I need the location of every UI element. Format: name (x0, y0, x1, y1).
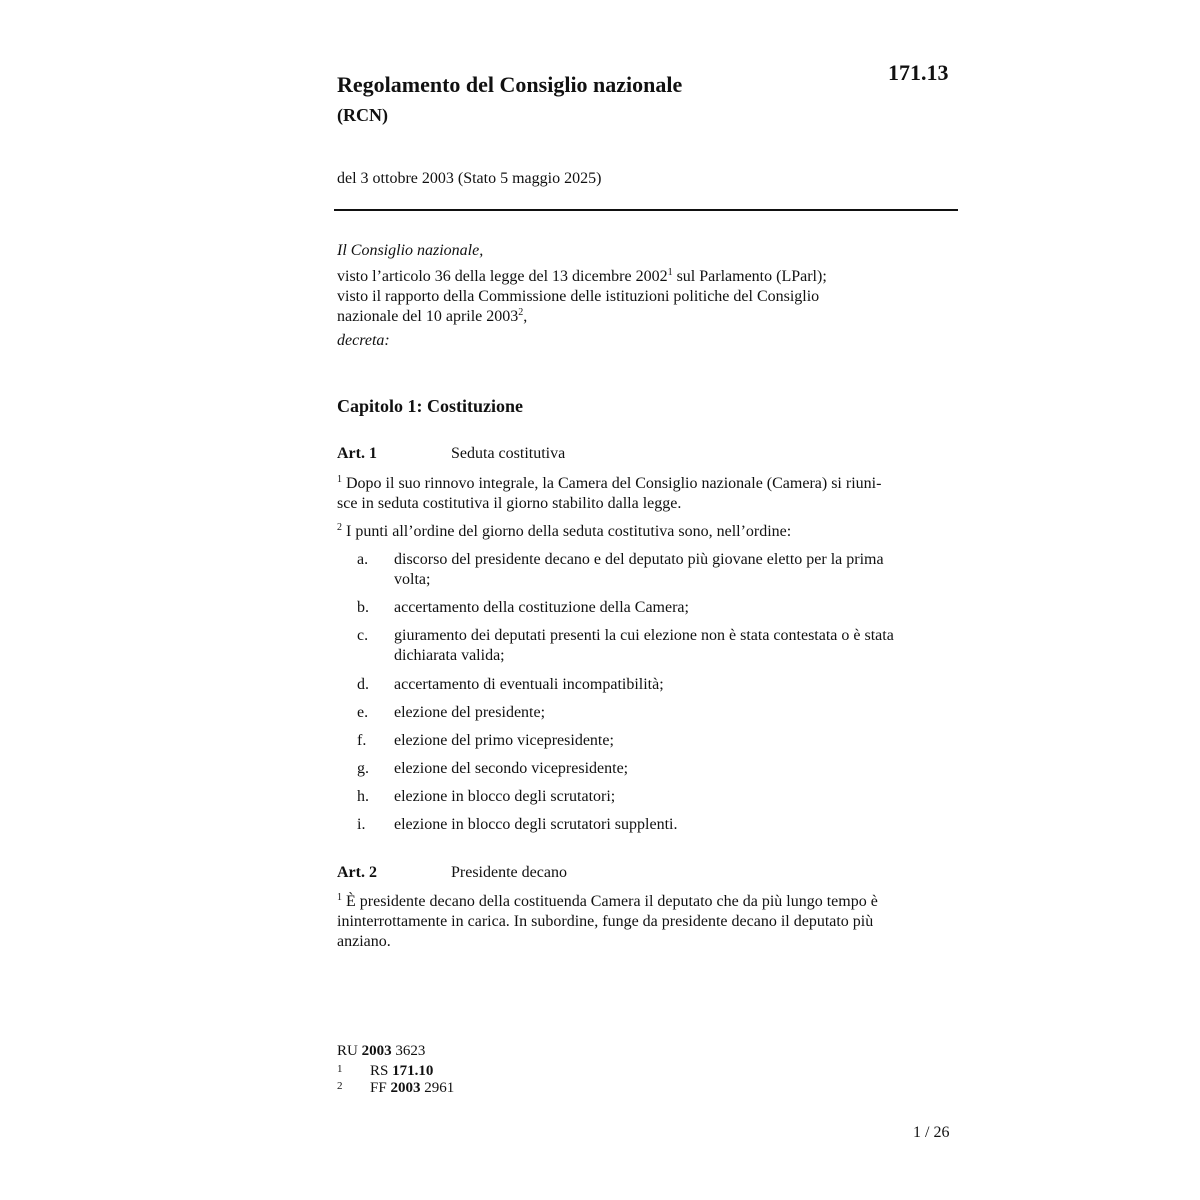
paragraph-line: È presidente decano della costituenda Camera il deputato che da più lungo tempo è (346, 893, 878, 910)
footnote-number: 1 (337, 1063, 343, 1075)
header-divider (334, 209, 958, 211)
article-1-heading (337, 445, 957, 465)
paragraph-line: anziano. (337, 933, 391, 950)
paragraph-line: Dopo il suo rinnovo integrale, la Camera del Consiglio nazionale (Camera) si riuni- (346, 475, 882, 492)
list-letter: f. (357, 732, 367, 749)
list-text: elezione del presidente; (394, 704, 546, 721)
article-1-paragraph-2 (337, 522, 955, 542)
footnote-1 (337, 1063, 637, 1080)
article-2-number: Art. 2 (337, 864, 377, 881)
list-text: elezione del secondo vicepresidente; (394, 760, 629, 777)
preamble (337, 241, 957, 351)
footnote-ref-2[interactable]: 2 (518, 307, 524, 318)
list-text (394, 626, 957, 666)
paragraph-line: I punti all’ordine del giorno della seduta costitutiva sono, nell’ordine: (346, 523, 792, 540)
preamble-line-1-text-end: sul Parlamento (LParl); (672, 268, 827, 285)
list-text: accertamento della costituzione della Camera; (394, 599, 689, 616)
article-1-paragraph-1 (337, 474, 955, 514)
footnote-prefix: RS (370, 1063, 389, 1079)
list-text: accertamento di eventuali incompatibilità; (394, 676, 664, 693)
article-2-title: Presidente decano (451, 864, 567, 881)
preamble-authority: Il Consiglio nazionale, (337, 242, 484, 259)
document-abbreviation: (RCN) (337, 105, 388, 125)
article-1-number: Art. 1 (337, 445, 377, 462)
ru-reference (337, 1043, 425, 1060)
list-letter: d. (357, 676, 369, 693)
footnote-number: 2 (337, 1080, 343, 1092)
agenda-list (357, 550, 957, 840)
article-2-heading (337, 864, 957, 884)
article-1-title: Seduta costitutiva (451, 445, 566, 462)
list-line: volta; (394, 571, 431, 588)
footnote-bold: 2003 (390, 1080, 421, 1096)
footnote-prefix: FF (370, 1080, 387, 1096)
list-letter: g. (357, 760, 369, 777)
list-letter: a. (357, 551, 369, 568)
paragraph-line: ininterrottamente in carica. In subordine, funge da presidente decano il deputato più (337, 913, 874, 930)
list-text: elezione in blocco degli scrutatori supplenti. (394, 816, 678, 833)
preamble-line-2: visto il rapporto della Commissione delle istituzioni politiche del Consiglio (337, 288, 820, 305)
list-text: elezione in blocco degli scrutatori; (394, 788, 616, 805)
list-text (394, 550, 957, 590)
list-letter: b. (357, 599, 369, 616)
preamble-line-3-text-end: , (523, 308, 528, 325)
ru-prefix: RU (337, 1043, 358, 1059)
page-number: 1 / 26 (913, 1124, 950, 1141)
preamble-line-1-text: visto l’articolo 36 della legge del 13 dicembre 2002 (337, 268, 668, 285)
list-letter: h. (357, 788, 369, 805)
list-letter: i. (357, 816, 366, 833)
paragraph-number: 2 (337, 522, 342, 533)
document-date: del 3 ottobre 2003 (Stato 5 maggio 2025) (337, 170, 602, 187)
footnote-ref-1[interactable]: 1 (667, 267, 673, 278)
article-2-paragraph-1 (337, 892, 955, 952)
footnote-text (370, 1080, 454, 1097)
list-line: discorso del presidente decano e del deputato più giovane eletto per la prima (394, 551, 884, 568)
paragraph-number: 1 (337, 892, 342, 903)
document-title: Regolamento del Consiglio nazionale (337, 72, 683, 97)
preamble-line-3 (337, 307, 957, 327)
list-letter: c. (357, 627, 369, 644)
footnote-2 (337, 1080, 637, 1097)
preamble-line-3-text: nazionale del 10 aprile 2003 (337, 308, 519, 325)
preamble-line-1 (337, 267, 957, 287)
list-line: giuramento dei deputati presenti la cui elezione non è stata contestata o è stata (394, 627, 894, 644)
footnote-text (370, 1063, 433, 1080)
list-line: dichiarata valida; (394, 647, 505, 664)
preamble-decree: decreta: (337, 332, 390, 349)
footnote-rest: 2961 (424, 1080, 455, 1096)
chapter-heading: Capitolo 1: Costituzione (337, 396, 523, 416)
list-letter: e. (357, 704, 369, 721)
ru-page: 3623 (395, 1043, 426, 1059)
footnote-bold: 171.10 (392, 1063, 434, 1079)
paragraph-line: sce in seduta costitutiva il giorno stabilito dalla legge. (337, 495, 682, 512)
list-text: elezione del primo vicepresidente; (394, 732, 614, 749)
ru-year: 2003 (361, 1043, 392, 1059)
paragraph-number: 1 (337, 474, 342, 485)
sr-number: 171.13 (888, 60, 949, 85)
